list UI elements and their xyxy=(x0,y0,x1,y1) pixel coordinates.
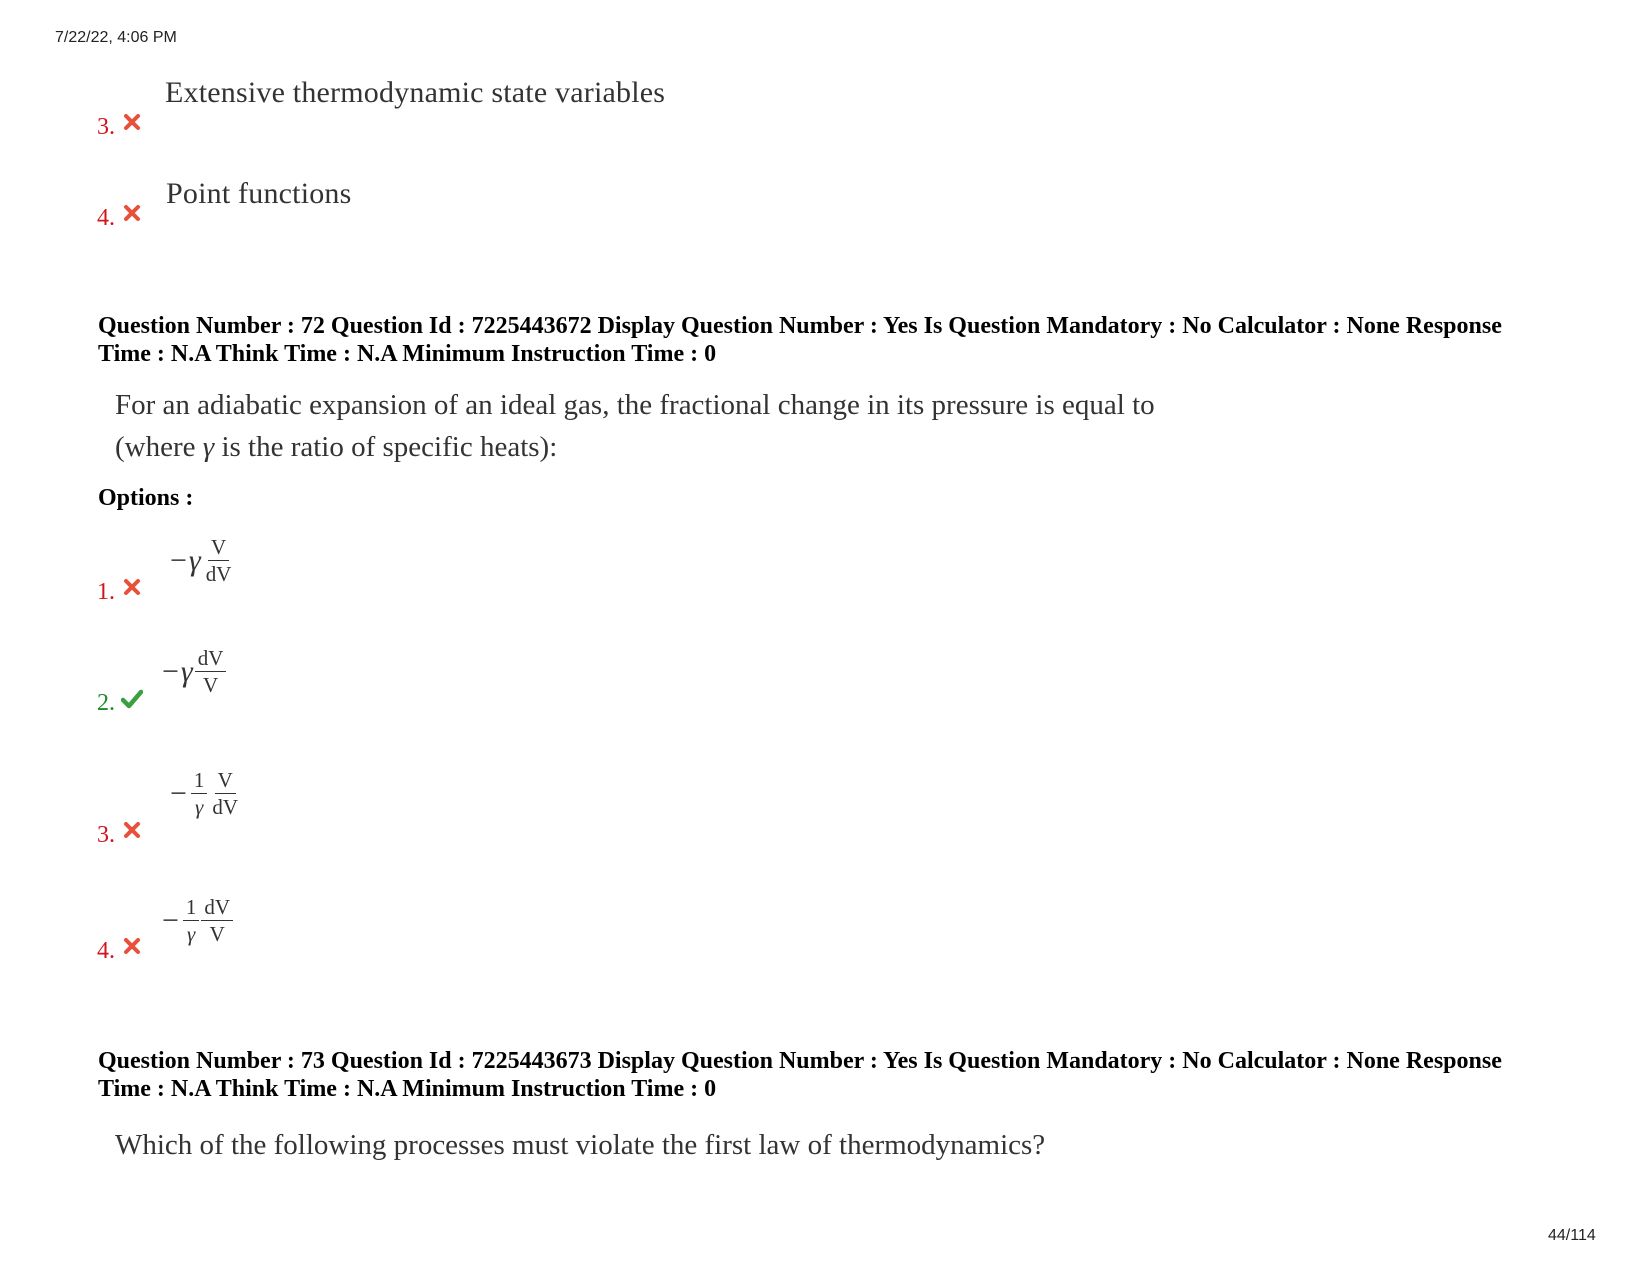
prev-option-3 xyxy=(97,114,141,141)
q72-option-4-formula xyxy=(162,894,233,947)
question-72-text xyxy=(115,384,1155,468)
denominator: dV xyxy=(205,562,232,586)
question-73-header xyxy=(98,1047,1578,1103)
q72-option-2 xyxy=(97,690,143,717)
denominator: V xyxy=(209,922,225,946)
fraction-one-over-gamma xyxy=(183,894,200,947)
numerator: 1 xyxy=(191,767,208,794)
minus-sign: − xyxy=(162,903,179,937)
numerator: 1 xyxy=(183,894,200,921)
numerator: dV xyxy=(195,645,227,672)
cross-icon xyxy=(123,204,141,222)
header-line-2: Time : N.A Think Time : N.A Minimum Instruction Time : 0 xyxy=(98,1076,717,1102)
option-number: 3. xyxy=(97,114,115,140)
option-number: 4. xyxy=(97,205,115,231)
question-text-line-1: For an adiabatic expansion of an ideal gas, the fractional change in its pressure is equal to xyxy=(115,389,1155,421)
cross-icon xyxy=(123,937,141,955)
options-label: Options : xyxy=(98,485,194,511)
question-72-header xyxy=(98,312,1578,368)
print-date: 7/22/22, 4:06 PM xyxy=(55,29,177,46)
denominator: γ xyxy=(195,795,204,819)
prev-option-4-text: Point functions xyxy=(166,177,352,210)
q72-option-2-formula xyxy=(162,645,226,698)
question-text-line-2: (where γ is the ratio of specific heats): xyxy=(115,431,558,463)
fraction xyxy=(195,645,227,698)
header-line-1: Question Number : 73 Question Id : 7225443673 Display Question Number : Yes Is Question Mandatory : No Calculator : None Response xyxy=(98,1048,1502,1074)
page-number: 44/114 xyxy=(1548,1227,1596,1244)
numerator: dV xyxy=(201,894,233,921)
gamma-symbol: γ xyxy=(180,654,193,688)
cross-icon xyxy=(123,821,141,839)
gamma-symbol: γ xyxy=(188,543,201,577)
question-text-line-1: Which of the following processes must violate the first law of thermodynamics? xyxy=(115,1129,1046,1161)
minus-sign: − xyxy=(170,776,187,810)
prev-option-3-text: Extensive thermodynamic state variables xyxy=(165,76,666,109)
q72-option-1 xyxy=(97,579,141,606)
minus-sign: − xyxy=(170,543,187,577)
cross-icon xyxy=(123,113,141,131)
option-number: 4. xyxy=(97,938,115,964)
option-number: 3. xyxy=(97,822,115,848)
numerator: V xyxy=(215,767,236,794)
numerator: V xyxy=(208,534,229,561)
header-line-1: Question Number : 72 Question Id : 7225443672 Display Question Number : Yes Is Question Mandatory : No Calculator : None Response xyxy=(98,313,1502,339)
header-line-2: Time : N.A Think Time : N.A Minimum Instruction Time : 0 xyxy=(98,341,717,367)
denominator: dV xyxy=(212,795,239,819)
fraction xyxy=(209,767,241,820)
fraction xyxy=(203,534,235,587)
denominator: γ xyxy=(187,922,196,946)
q72-option-1-formula xyxy=(170,534,234,587)
fraction-one-over-gamma xyxy=(191,767,208,820)
gamma-symbol: γ xyxy=(202,431,215,463)
prev-option-4 xyxy=(97,205,141,232)
option-number: 2. xyxy=(97,690,115,716)
check-icon xyxy=(121,689,143,709)
option-number: 1. xyxy=(97,579,115,605)
question-73-text xyxy=(115,1124,1045,1166)
minus-sign: − xyxy=(162,654,179,688)
fraction xyxy=(201,894,233,947)
q72-option-3-formula xyxy=(170,767,241,820)
q72-option-3 xyxy=(97,822,141,849)
denominator: V xyxy=(203,673,219,697)
q72-option-4 xyxy=(97,938,141,965)
cross-icon xyxy=(123,578,141,596)
